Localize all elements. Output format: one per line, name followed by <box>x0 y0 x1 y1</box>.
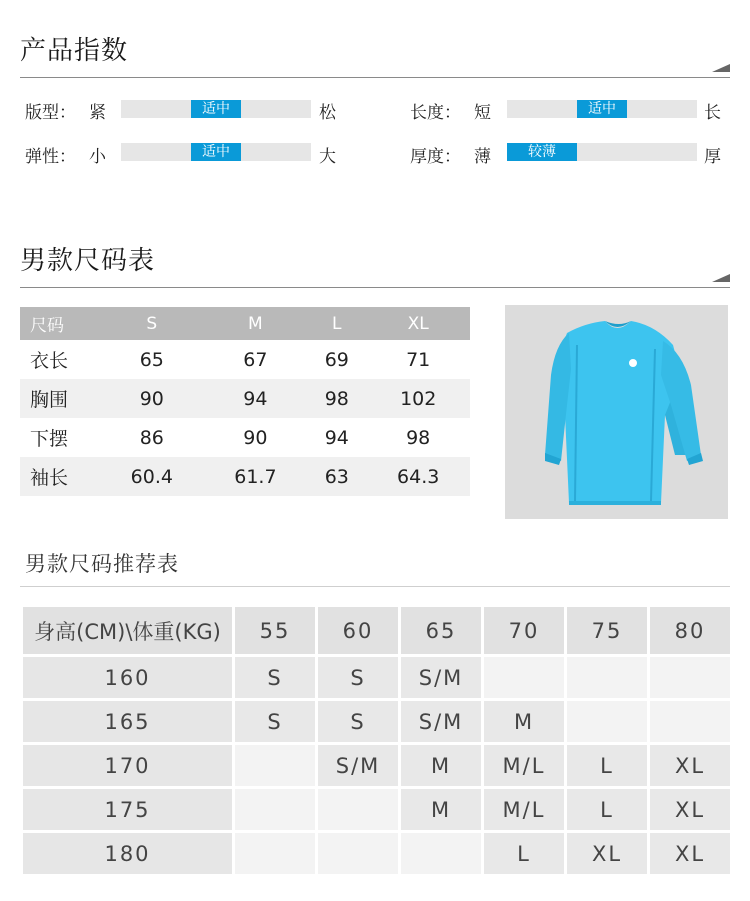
table-row <box>23 701 730 742</box>
table-row <box>23 789 730 830</box>
size-row-label: 衣长 <box>30 350 69 372</box>
table-row <box>23 833 730 874</box>
size-header-cell: S <box>100 307 204 340</box>
recommend-cell <box>567 657 647 698</box>
recommend-header-row <box>23 607 730 654</box>
size-cell: 61.7 <box>204 457 308 496</box>
size-row-label: 袖长 <box>20 457 100 496</box>
table-row <box>23 657 730 698</box>
size-cell: 90 <box>100 379 204 418</box>
fit-meter <box>121 100 311 118</box>
recommend-cell: S <box>318 701 398 742</box>
length-high: 长 <box>704 103 721 123</box>
recommend-cell: S/M <box>401 701 481 742</box>
size-cell: 65 <box>139 348 164 371</box>
weight-header: 60 <box>318 607 398 654</box>
long-sleeve-shirt-icon <box>505 305 728 519</box>
recommend-cell <box>235 833 315 874</box>
elastic-meter <box>121 143 311 161</box>
weight-header: 65 <box>401 607 481 654</box>
size-chart-title: 男款尺码表 <box>20 246 156 276</box>
size-table-header <box>20 307 470 340</box>
table-row <box>20 340 470 379</box>
size-cell: 64.3 <box>366 457 470 496</box>
recommend-cell: S <box>318 657 398 698</box>
thickness-meter-value: 较薄 <box>507 143 577 161</box>
recommend-cell <box>401 833 481 874</box>
recommend-cell <box>567 701 647 742</box>
length-label: 长度： <box>410 103 461 123</box>
size-cell: 94 <box>204 379 308 418</box>
recommend-cell: M <box>484 701 564 742</box>
recommend-cell: XL <box>650 833 730 874</box>
thickness-meter <box>507 143 697 161</box>
recommend-cell <box>318 833 398 874</box>
recommend-cell: M <box>401 789 481 830</box>
size-cell: 98 <box>406 426 431 449</box>
recommend-cell: S/M <box>401 657 481 698</box>
recommend-cell: L <box>567 745 647 786</box>
recommend-cell: XL <box>650 745 730 786</box>
table-row <box>20 418 470 457</box>
size-header-cell: M <box>204 307 308 340</box>
recommend-cell: M/L <box>484 745 564 786</box>
height-label: 170 <box>23 745 232 786</box>
recommend-rule <box>20 586 730 587</box>
size-cell: 98 <box>307 379 366 418</box>
fit-label: 版型： <box>25 103 76 123</box>
length-low: 短 <box>474 103 491 123</box>
recommend-cell: S/M <box>318 745 398 786</box>
size-header-cell: 尺码 <box>20 307 100 340</box>
elastic-low: 小 <box>89 147 106 167</box>
elastic-label: 弹性： <box>25 147 76 167</box>
recommend-cell: M/L <box>484 789 564 830</box>
recommend-cell: XL <box>567 833 647 874</box>
elastic-high: 大 <box>319 147 336 167</box>
weight-header: 80 <box>650 607 730 654</box>
recommend-cell: L <box>484 833 564 874</box>
recommend-cell: M <box>401 745 481 786</box>
recommend-cell <box>235 789 315 830</box>
fit-high: 松 <box>319 103 336 123</box>
size-cell: 60.4 <box>100 457 204 496</box>
length-meter <box>507 100 697 118</box>
recommend-cell: XL <box>650 789 730 830</box>
recommend-cell <box>484 657 564 698</box>
recommend-table <box>20 604 733 877</box>
table-row <box>20 379 470 418</box>
recommend-cell <box>650 657 730 698</box>
height-label: 180 <box>23 833 232 874</box>
thickness-low: 薄 <box>474 147 491 167</box>
table-row <box>23 745 730 786</box>
weight-header: 55 <box>235 607 315 654</box>
fit-low: 紧 <box>89 103 106 123</box>
corner-triangle-icon <box>712 64 730 72</box>
size-cell: 67 <box>243 348 268 371</box>
recommend-corner-header: 身高(CM)\体重(KG) <box>23 607 232 654</box>
size-cell: 69 <box>324 348 349 371</box>
thickness-high: 厚 <box>704 147 721 167</box>
recommend-cell <box>235 745 315 786</box>
recommend-cell <box>318 789 398 830</box>
size-header-cell: XL <box>366 307 470 340</box>
thickness-label: 厚度： <box>410 147 461 167</box>
height-label: 160 <box>23 657 232 698</box>
size-cell: 90 <box>243 426 268 449</box>
corner-triangle-icon <box>712 274 730 282</box>
size-row-label: 胸围 <box>20 379 100 418</box>
elastic-meter-value: 适中 <box>191 143 241 161</box>
recommend-cell: S <box>235 701 315 742</box>
fit-meter-value: 适中 <box>191 100 241 118</box>
size-cell: 71 <box>406 348 431 371</box>
height-label: 175 <box>23 789 232 830</box>
height-label: 165 <box>23 701 232 742</box>
recommend-cell: L <box>567 789 647 830</box>
product-image <box>505 305 728 519</box>
length-meter-value: 适中 <box>577 100 627 118</box>
weight-header: 70 <box>484 607 564 654</box>
table-row <box>20 457 470 496</box>
size-header-cell: L <box>307 307 366 340</box>
recommend-title: 男款尺码推荐表 <box>25 552 179 576</box>
product-index-title: 产品指数 <box>20 36 129 66</box>
size-cell: 86 <box>139 426 164 449</box>
recommend-cell <box>650 701 730 742</box>
weight-header: 75 <box>567 607 647 654</box>
recommend-cell: S <box>235 657 315 698</box>
product-index-rule <box>20 77 730 78</box>
size-row-label: 下摆 <box>30 428 69 450</box>
size-table <box>20 307 470 496</box>
size-chart-rule <box>20 287 730 288</box>
size-cell: 94 <box>324 426 349 449</box>
size-cell: 63 <box>307 457 366 496</box>
size-cell: 102 <box>366 379 470 418</box>
